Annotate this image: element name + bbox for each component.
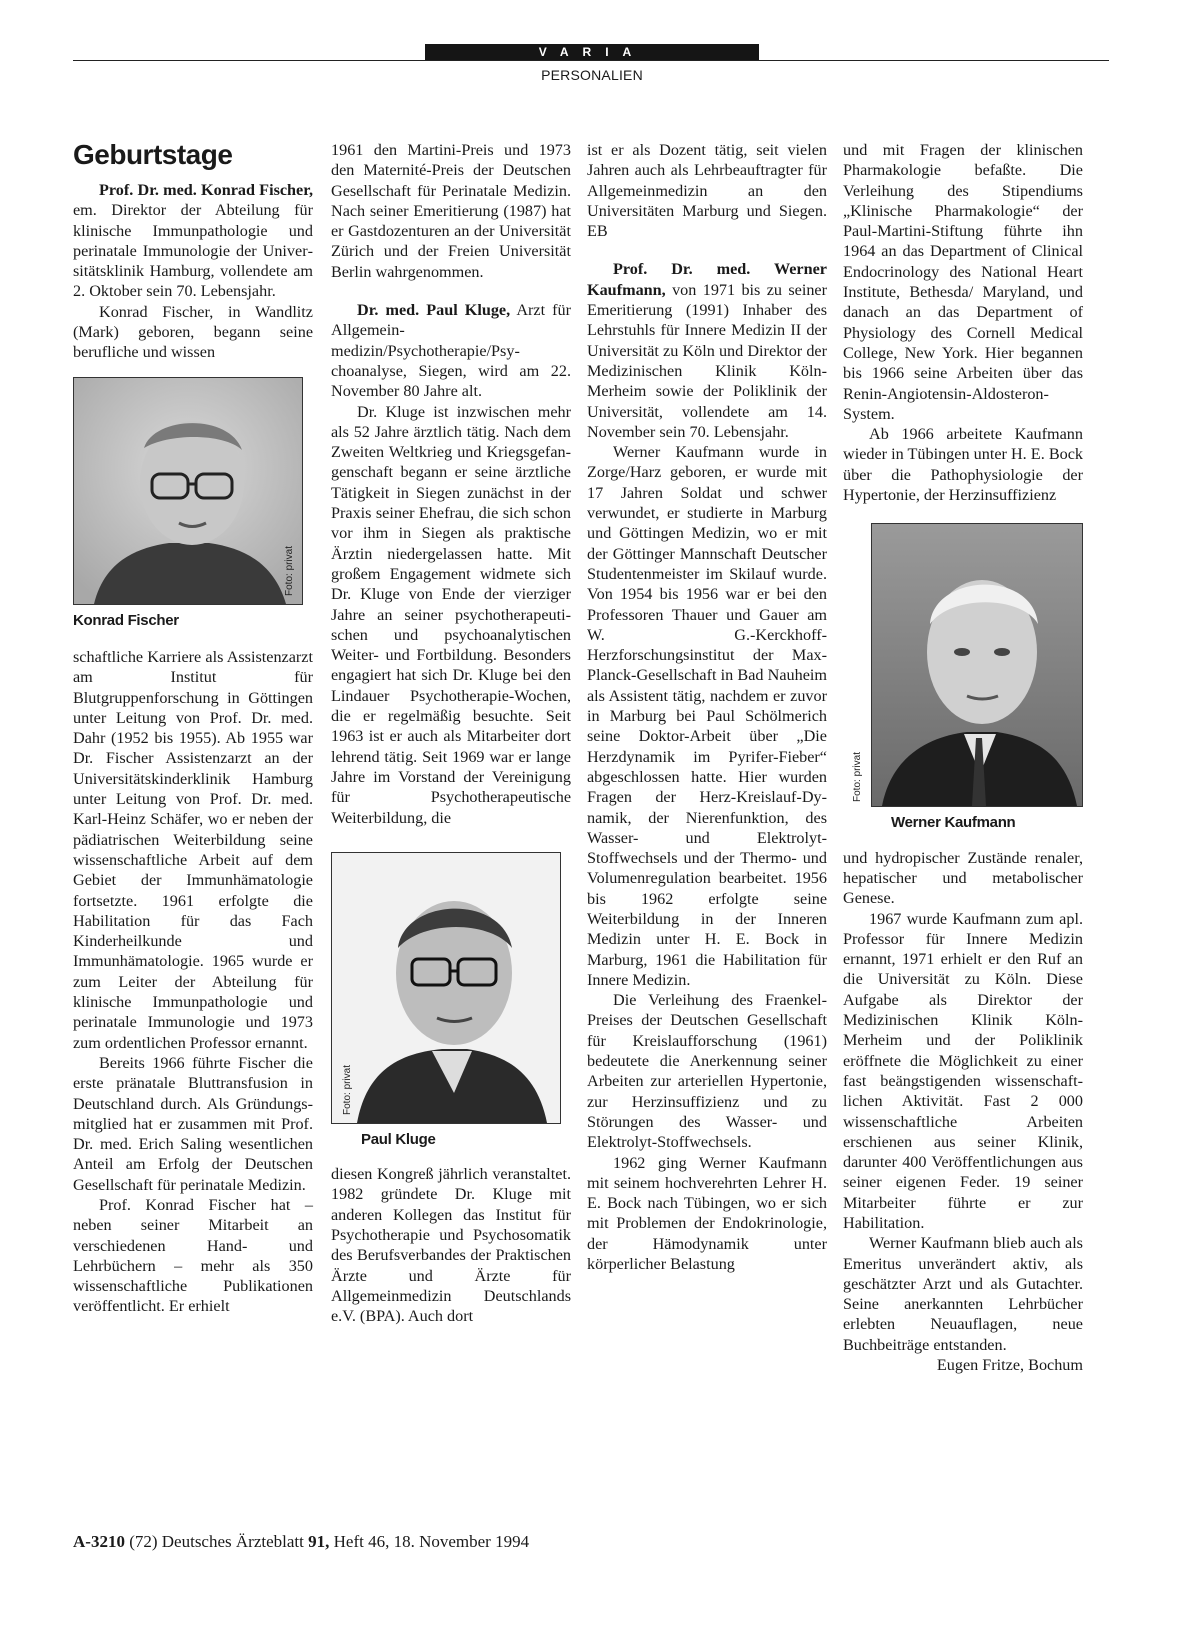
photo-credit: Foto: privat <box>284 545 295 596</box>
section-banner: VARIA <box>425 44 759 61</box>
portrait-photo-fischer <box>73 377 303 605</box>
photo-block-kaufmann <box>852 523 1083 833</box>
photo-block-fischer <box>73 377 313 631</box>
photo-caption: Paul Kluge <box>361 1130 436 1148</box>
portrait-image <box>74 378 302 604</box>
portrait-photo-kluge <box>331 852 561 1124</box>
paragraph: Dr. Kluge ist inzwischen mehr als 52 Jahre ärztlich tätig. Nach dem Zweiten Weltkrieg und Kriegsgefangenschaft begann er seine ärztliche Tätigkeit in Siegen zunächst in der Praxis seiner Ehefrau, die sich schon vor ihm in Siegen als praktische Ärztin niedergelassen hatte. Mit großem Engagement widmete sich Dr. Kluge von Ende der vierziger Jahre an seiner psychotherapeutischen und psychoanalytischen Weiter- und Fortbildung. Besonders engagiert hat sich Dr. Kluge bei den Lindauer Psychotherapie-Wochen, die er regelmäßig besuchte. Seit 1963 ist er auch als Mitarbeiter dort lehrend tätig. Seit 1969 war er lange Jahre im Vorstand der Vereinigung für Psychotherapeutische Weiterbildung, die <box>331 402 571 827</box>
paragraph: und hydropischer Zustände renaler, hepatischer und metabolischer Genese. <box>843 848 1083 908</box>
paragraph: ist er als Dozent tätig, seit vielen Jahren auch als Lehrbeauftragter für Allgemeinmedizin an den Universitäten Marburg und Siegen. EB <box>587 141 827 241</box>
person-name: Dr. med. Paul Kluge, <box>357 301 511 320</box>
person-name: Prof. Dr. med. Werner Kaufmann, <box>587 260 827 299</box>
column-3 <box>587 140 827 1274</box>
author-signature: Eugen Fritze, Bochum <box>936 1356 1083 1375</box>
photo-credit: Foto: privat <box>852 752 863 803</box>
paragraph: Die Verleihung des Fraenkel-Preises der Deutschen Gesellschaft für Kreislaufforschung (1961) bedeutete die Anerkennung seiner Arbeiten zur arteriellen Hypertonie, zur Herzinsuffizienz und zu Störungen des Wasser- und Elektrolyt-Stoffwechsels. <box>587 991 827 1152</box>
paragraph: 1962 ging Werner Kaufmann mit seinem hochverehrten Lehrer H. E. Bock nach Tübingen, wo er sich mit Problemen der Endokrinologie, der Hämodynamik unter körperlicher Belastung <box>587 1153 827 1274</box>
photo-caption: Werner Kaufmann <box>891 814 1016 832</box>
journal-name: (72) Deutsches Ärzteblatt <box>124 1532 309 1551</box>
header-rule <box>73 60 1109 61</box>
paragraph: Prof. Dr. med. Konrad Fischer, em. Direktor der Abteilung für klinische Immunpathologie und perinatale Immunologie der Universitätsklinik Hamburg, vollendete am 2. Oktober sein 70. Lebensjahr. <box>73 181 313 301</box>
page-footer <box>73 1532 529 1552</box>
paragraph: Dr. med. Paul Kluge, Arzt für Allgemeinmedizin/Psychotherapie/Psychoanalyse, Siegen, wird am 22. November 80 Jahre alt. <box>331 301 571 401</box>
article-heading: Geburtstage <box>73 139 233 170</box>
paragraph: 1967 wurde Kaufmann zum apl. Professor für Innere Medizin ernannt, 1971 erhielt er den Ruf an die Universität zu Köln. Diese Aufgabe als Direktor der Medizinischen Klinik Köln-Merheim und der Poliklinik eröffnete die Möglichkeit zu einer fast beängstigenden wissenschaftlichen Aktivität. Fast 2 000 wissenschaftliche Arbeiten erschienen aus seiner Klinik, darunter 400 Veröffentlichungen aus seiner eigenen Feder. 19 seiner Mitarbeiter führte er zur Habilitation. <box>843 909 1083 1232</box>
paragraph: Konrad Fischer, in Wandlitz (Mark) geboren, begann seine berufliche und wissen <box>73 302 313 362</box>
paragraph: Werner Kaufmann wurde in Zorge/Harz geboren, er wurde mit 17 Jahren Soldat und schwer verwundet, er studierte in Marburg und Göttingen Medizin, wo er mit der Göttinger Mannschaft Deutscher Studentenmeister im Skilauf wurde. Von 1954 bis 1956 war er bei den Professoren Thauer und Gauer am W. G.-Kerckhoff-Herzforschungsinstitut der Max-Planck-Gesellschaft in Bad Nauheim als Assistent tätig, nachdem er zuvor in Marburg bei Paul Schölmerich seine Doktor-Arbeit über „Die Herzdynamik im Pyrifer-Fieber“ abgeschlossen hatte. Hier wurden Fragen der Herz-Kreislauf-Dynamik, der Nierenfunktion, des Wasser- und Elektrolyt-Stoffwechsels und der Thermo- und Volumenregulation bearbeitet. 1956 bis 1962 erfolgte seine Weiterbildung in der Inneren Medizin unter H. E. Bock in Marburg, 1961 die Habilitation für Innere Medizin. <box>587 443 827 989</box>
photo-block-kluge <box>331 852 571 1150</box>
paragraph: schaftliche Karriere als Assistenzarzt am Institut für Blutgruppenforschung in Göttingen unter Leitung von Prof. Dr. med. Dahr (1952 bis 1955). Ab 1955 war Dr. Fischer Assistenzarzt an der Universitätskinderklinik Hamburg unter Leitung von Prof. Dr. med. Karl-Heinz Schäfer, wo er neben der pädiatrischen Weiterbildung seine wissenschaftliche Arbeit auf dem Gebiet der Immunhämatologie fortsetzte. 1961 erfolgte die Habilitation für das Fach Kinderheilkunde und Immunhämatologie. 1965 wurde er zum Leiter der Abteilung für klinische Immunpathologie und perinatale Immunologie und 1973 zum ordentlichen Professor ernannt. <box>73 647 313 1052</box>
photo-caption: Konrad Fischer <box>73 611 179 629</box>
subsection-label: PERSONALIEN <box>541 67 643 83</box>
paragraph: und mit Fragen der klinischen Pharmakologie befaßte. Die Verleihung des Stipendiums „Klinische Pharmakologie“ der Paul-Martini-Stiftung führte ihn 1964 an das Department of Clinical Endocrinology des National Heart Institute, Bethesda/ Maryland, und danach an das Department of Physiology des Cornell Medical College, New York. Hier begannen bis 1966 seine Arbeiten über das Renin-Angiotensin-Aldosteron-System. <box>843 141 1083 423</box>
portrait-image <box>872 524 1082 806</box>
paragraph: Prof. Konrad Fischer hat – neben seiner Mitarbeit an verschiedenen Hand- und Lehrbüchern – mehr als 350 wissenschaftliche Publikationen veröffentlicht. Er erhielt <box>73 1195 313 1316</box>
paragraph: Prof. Dr. med. Werner Kaufmann, von 1971 bis zu seiner Emeritierung (1991) Inhaber des Lehrstuhls für Innere Medizin II der Universität zu Köln und Direktor der Medizinischen Klinik Köln-Merheim sowie der Poliklinik der Universität, vollendete am 14. November sein 70. Lebensjahr. <box>587 260 827 441</box>
paragraph: Werner Kaufmann blieb auch als Emeritus unverändert aktiv, als geschätzter Arzt und als Gutachter. Seine anerkannten Lehrbücher erlebten Neuauflagen, neue Buchbeiträge entstanden. <box>843 1234 1083 1354</box>
portrait-image <box>332 853 560 1123</box>
paragraph: diesen Kongreß jährlich veranstaltet. 1982 gründete Dr. Kluge mit anderen Kollegen das Institut für Psychotherapie und Psychosomatik des Berufsverbandes der Praktischen Ärzte und Ärzte für Allgemeinmedizin Deutschlands e.V. (BPA). Auch dort <box>331 1165 571 1326</box>
photo-credit: Foto: privat <box>342 1064 353 1115</box>
column-2 <box>331 140 571 1326</box>
paragraph: 1961 den Martini-Preis und 1973 den Maternité-Preis der Deutschen Gesellschaft für Perinatale Medizin. Nach seiner Emeritierung (1987) hat er Gastdozenturen an der Universität Zürich und der Freien Universität Berlin wahrgenommen. <box>331 141 571 281</box>
volume-number: 91, <box>308 1532 330 1551</box>
issue-date: Heft 46, 18. November 1994 <box>329 1532 530 1551</box>
page-number: A-3210 <box>73 1532 125 1551</box>
person-name: Prof. Dr. med. Konrad Fischer, <box>99 181 313 199</box>
paragraph: Bereits 1966 führte Fischer die erste pränatale Bluttransfusion in Deutschland durch. Als Gründungsmitglied hat er zusammen mit Prof. Dr. med. Erich Saling wesentlichen Anteil am Erfolg der Deutschen Gesellschaft für perinatale Medizin. <box>73 1053 313 1194</box>
column-1 <box>73 140 313 1317</box>
paragraph: Ab 1966 arbeitete Kaufmann wieder in Tübingen unter H. E. Bock über die Pathophysiologie der Hypertonie, der Herzinsuffizienz <box>843 425 1083 505</box>
portrait-photo-kaufmann <box>852 523 1083 807</box>
column-4 <box>843 140 1083 1375</box>
